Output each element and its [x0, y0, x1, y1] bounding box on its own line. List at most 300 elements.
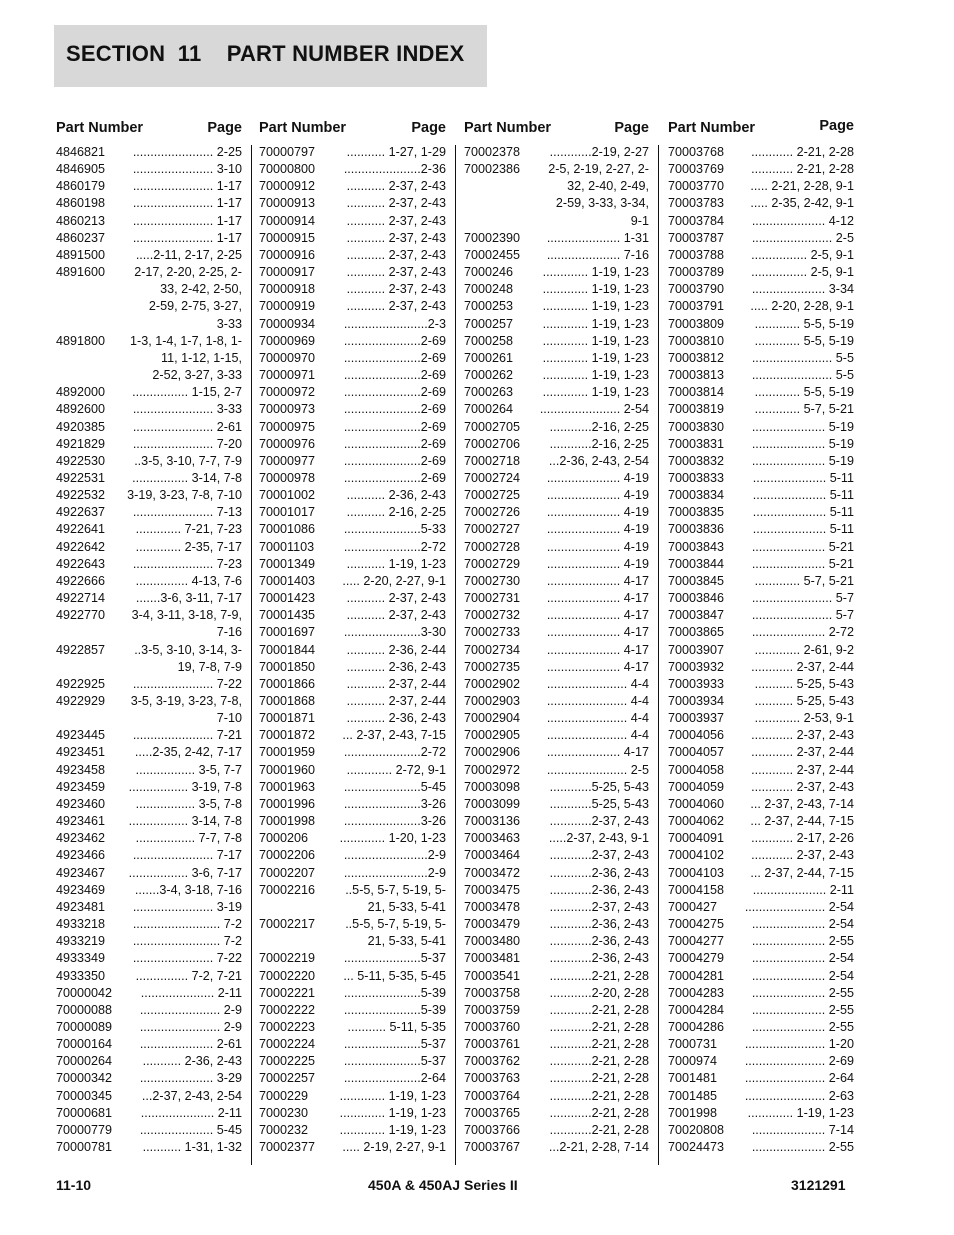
index-row — [259, 847, 446, 864]
part-number: 70001866 — [259, 676, 316, 691]
part-number: 4922666 — [56, 573, 106, 588]
part-number: 70000264 — [56, 1054, 113, 1069]
page-references: ........... 2-37, 2-43 — [346, 230, 446, 245]
page-references: ............2-21, 2-28 — [549, 1037, 649, 1052]
part-number: 70003791 — [668, 299, 725, 314]
index-row — [259, 796, 446, 813]
index-row — [668, 813, 854, 830]
index-row — [464, 556, 649, 573]
part-number: 70002390 — [464, 230, 521, 245]
index-row — [259, 830, 446, 847]
part-number: 70002378 — [464, 145, 521, 159]
index-row — [56, 504, 242, 521]
part-number: 4923461 — [56, 814, 106, 829]
index-row — [668, 710, 854, 727]
part-number: 70001844 — [259, 642, 316, 657]
page-references: ..................... 5-21 — [751, 556, 854, 571]
index-row — [464, 298, 649, 315]
page-references: ..................... 2-61 — [139, 1037, 242, 1052]
part-number: 4891800 — [56, 333, 106, 348]
index-row — [56, 539, 242, 556]
page-references: ..................... 5-19 — [751, 436, 854, 451]
index-row — [668, 178, 854, 195]
part-number: 70004060 — [668, 796, 725, 811]
index-row — [464, 710, 649, 727]
page-references: ... 2-37, 2-43, 7-15 — [342, 728, 446, 743]
part-number: 70002902 — [464, 676, 521, 691]
index-row — [259, 195, 446, 212]
index-row — [464, 316, 649, 333]
part-number: 70002207 — [259, 865, 316, 880]
page-references: ....................... 7-22 — [132, 951, 242, 966]
index-row — [259, 762, 446, 779]
index-row — [668, 367, 854, 384]
column-header — [668, 118, 854, 144]
page-references: ......................5-37 — [343, 1037, 446, 1052]
part-number: 70003136 — [464, 814, 521, 829]
part-number: 7000427 — [668, 899, 718, 914]
page-references: 3-19, 3-23, 7-8, 7-10 — [127, 488, 242, 503]
part-number: 70003464 — [464, 848, 521, 863]
page-references: ..................... 4-17 — [546, 745, 649, 760]
page-references: ............2-37, 2-43 — [549, 814, 649, 829]
index-row — [668, 1019, 854, 1036]
part-number: 7001998 — [668, 1105, 718, 1120]
part-number: 70000975 — [259, 419, 316, 434]
page-references: ....................... 4-4 — [546, 711, 649, 726]
section-title: SECTION 11 PART NUMBER INDEX — [66, 41, 465, 66]
index-row — [668, 230, 854, 247]
index-row — [464, 419, 649, 436]
part-number: 7000246 — [464, 265, 514, 280]
page-references: ...2-36, 2-43, 2-54 — [548, 453, 649, 468]
index-row — [56, 830, 242, 847]
index-row — [668, 1105, 854, 1122]
part-number: 7000263 — [464, 385, 514, 400]
page-references: ............ 2-37, 2-44 — [751, 745, 854, 760]
page-references: ...2-21, 2-28, 7-14 — [548, 1140, 649, 1155]
index-row — [668, 504, 854, 521]
index-row — [56, 419, 242, 436]
index-row — [464, 968, 649, 985]
page-references: ......................5-33 — [343, 522, 446, 537]
page-references: ............. 2-72, 9-1 — [346, 762, 446, 777]
index-row — [668, 796, 854, 813]
part-number: 4922641 — [56, 522, 106, 537]
index-rows — [464, 144, 649, 1156]
column-divider — [455, 145, 456, 1165]
part-number: 4922643 — [56, 556, 106, 571]
index-row — [56, 521, 242, 538]
page-references: ......................5-37 — [343, 951, 446, 966]
page-references: ......................2-36 — [343, 162, 446, 177]
page-references: ............. 1-19, 1-23 — [339, 1105, 446, 1120]
part-number: 4923481 — [56, 899, 106, 914]
page-references: ..................... 5-19 — [751, 419, 854, 434]
part-number: 70003813 — [668, 368, 725, 383]
part-number: 70000918 — [259, 282, 316, 297]
page-references: ......................3-26 — [343, 814, 446, 829]
page-references: ............2-21, 2-28 — [549, 1002, 649, 1017]
part-number: 70004284 — [668, 1002, 725, 1017]
part-number: 4846821 — [56, 145, 106, 159]
part-number: 70003098 — [464, 779, 521, 794]
part-number: 70003836 — [668, 522, 725, 537]
page-references: ..................... 4-12 — [751, 213, 854, 228]
part-number: 70003790 — [668, 282, 725, 297]
page-references: ....................... 2-54 — [539, 402, 649, 417]
part-number: 70000978 — [259, 470, 316, 485]
page-references: ......................2-72 — [343, 745, 446, 760]
page-references: ............2-21, 2-28 — [549, 1019, 649, 1034]
page-references: ....................... 4-4 — [546, 694, 649, 708]
index-row — [259, 985, 446, 1002]
page-references: ..................... 4-19 — [546, 556, 649, 571]
part-number: 4922770 — [56, 608, 106, 623]
page-references: ....................... 3-33 — [132, 402, 242, 417]
part-number: 70002221 — [259, 985, 316, 1000]
part-number: 70003933 — [668, 676, 725, 691]
part-number: 4892600 — [56, 402, 106, 417]
part-number: 7000261 — [464, 350, 514, 365]
part-number: 70001697 — [259, 625, 316, 640]
page-references: ....................... 1-17 — [132, 230, 242, 245]
index-row — [464, 642, 649, 659]
part-number: 7000974 — [668, 1054, 718, 1069]
part-number: 70004059 — [668, 779, 725, 794]
index-row — [259, 487, 446, 504]
page-references: ............. 2-35, 7-17 — [135, 539, 242, 554]
index-row — [668, 487, 854, 504]
page-references: ..................... 2-54 — [751, 968, 854, 983]
index-row — [464, 813, 649, 830]
part-number: 70003844 — [668, 556, 725, 571]
part-number: 70003937 — [668, 711, 725, 726]
page-references: ........... 1-27, 1-29 — [346, 145, 446, 159]
index-row — [56, 727, 242, 744]
part-number: 70003846 — [668, 591, 725, 606]
part-number: 70002906 — [464, 745, 521, 760]
part-number: 4933349 — [56, 951, 106, 966]
index-row — [56, 607, 242, 641]
index-row — [56, 1070, 242, 1087]
index-row — [56, 573, 242, 590]
part-number: 70002725 — [464, 488, 521, 503]
index-row — [56, 144, 242, 161]
part-number: 70003760 — [464, 1019, 521, 1034]
page-references: ..3-5, 3-10, 7-7, 7-9 — [134, 453, 242, 468]
part-number: 70004286 — [668, 1019, 725, 1034]
index-row — [668, 744, 854, 761]
page-references: ....................... 7-21 — [132, 728, 242, 743]
index-row — [464, 762, 649, 779]
page-references: ..................... 2-54 — [751, 917, 854, 932]
part-number: 70004283 — [668, 985, 725, 1000]
index-row — [56, 796, 242, 813]
part-number: 70003479 — [464, 917, 521, 932]
page-references: ............2-37, 2-43 — [549, 899, 649, 914]
page-references: ..................... 7-16 — [546, 247, 649, 262]
part-number: 70000970 — [259, 350, 316, 365]
index-row — [464, 676, 649, 693]
page-references: ................ 2-5, 9-1 — [751, 265, 854, 280]
index-row — [56, 882, 242, 899]
part-number: 70002904 — [464, 711, 521, 726]
page-references: ............2-19, 2-27 — [549, 145, 649, 159]
part-number: 70002903 — [464, 694, 521, 708]
part-number: 70000797 — [259, 145, 316, 159]
part-number: 70001403 — [259, 573, 316, 588]
page-references: ..... 2-20, 2-27, 9-1 — [342, 573, 446, 588]
part-number: 70003847 — [668, 608, 725, 623]
part-number: 70003472 — [464, 865, 521, 880]
page-references: ............2-21, 2-28 — [549, 1088, 649, 1103]
index-row — [259, 247, 446, 264]
page-references: ....................... 2-63 — [744, 1088, 854, 1103]
page-references: ....................... 4-4 — [546, 676, 649, 691]
index-row — [668, 1070, 854, 1087]
index-row — [668, 1139, 854, 1156]
page-references: ............. 1-19, 1-23 — [339, 1122, 446, 1137]
page-references: ..................... 5-19 — [751, 453, 854, 468]
index-row — [668, 539, 854, 556]
part-number: 70001960 — [259, 762, 316, 777]
part-number: 70000342 — [56, 1071, 113, 1086]
index-row — [668, 590, 854, 607]
page-references: ......................2-69 — [343, 333, 446, 348]
page-references: .......3-6, 3-11, 7-17 — [135, 591, 242, 606]
page-references: ....................... 1-20 — [744, 1037, 854, 1052]
part-number: 70002972 — [464, 762, 521, 777]
page-references: ............2-36, 2-43 — [549, 917, 649, 932]
page-references: .....2-11, 2-17, 2-25 — [135, 247, 242, 262]
page-references: ........... 2-37, 2-43 — [346, 282, 446, 297]
part-number: 70003784 — [668, 213, 725, 228]
page-references: ............. 5-5, 5-19 — [754, 316, 854, 331]
part-number: 70001086 — [259, 522, 316, 537]
index-row — [464, 504, 649, 521]
part-number: 70004158 — [668, 882, 725, 897]
index-row — [668, 1002, 854, 1019]
part-number: 70003478 — [464, 899, 521, 914]
part-number: 4922642 — [56, 539, 106, 554]
page-references: 3-4, 3-11, 3-18, 7-9, 7-16 — [131, 608, 242, 640]
page-references: ..................... 2-55 — [751, 985, 854, 1000]
part-number: 70003758 — [464, 985, 521, 1000]
index-row — [464, 1070, 649, 1087]
part-number: 70000779 — [56, 1122, 113, 1137]
page-references: ....................... 5-7 — [751, 608, 854, 623]
part-number-heading: Part Number — [668, 120, 756, 136]
index-row — [56, 693, 242, 727]
page-references: ....................... 3-19 — [132, 899, 242, 914]
index-row — [668, 453, 854, 470]
index-row — [464, 573, 649, 590]
part-number: 70003767 — [464, 1140, 521, 1155]
page-references: ............. 1-19, 1-23 — [542, 333, 649, 348]
index-row — [464, 607, 649, 624]
page-references: ....................... 5-5 — [751, 350, 854, 365]
part-number: 4933219 — [56, 934, 106, 949]
part-number: 70002455 — [464, 247, 521, 262]
part-number: 70001959 — [259, 745, 316, 760]
page-references: ........... 5-25, 5-43 — [754, 676, 854, 691]
index-row — [464, 470, 649, 487]
page-references: ..................... 3-34 — [751, 282, 854, 297]
index-row — [56, 813, 242, 830]
page-references: ....................... 1-17 — [132, 179, 242, 194]
index-row — [464, 590, 649, 607]
part-number: 4891500 — [56, 247, 106, 262]
part-number: 70001871 — [259, 711, 316, 726]
part-number: 7000264 — [464, 402, 514, 417]
footer-page-number: 11-10 — [56, 1177, 92, 1193]
part-number: 70002386 — [464, 162, 521, 177]
page-references: ............. 1-19, 1-23 — [747, 1105, 854, 1120]
part-number: 70000800 — [259, 162, 316, 177]
index-row — [464, 865, 649, 882]
page-references: ........................2-9 — [343, 848, 446, 863]
index-row — [259, 642, 446, 659]
index-row — [56, 676, 242, 693]
page-references: ......................2-69 — [343, 350, 446, 365]
index-row — [464, 1002, 649, 1019]
index-row — [259, 350, 446, 367]
part-number: 70002729 — [464, 556, 521, 571]
page-references: ................ 2-5, 9-1 — [751, 247, 854, 262]
part-number: 7000206 — [259, 831, 309, 846]
page-references: ........... 5-11, 5-35 — [347, 1019, 446, 1034]
index-row — [56, 230, 242, 247]
part-number: 70000912 — [259, 179, 316, 194]
page-references: ..................... 7-14 — [751, 1122, 854, 1137]
part-number: 4933218 — [56, 917, 106, 932]
page-references: ............. 1-19, 1-23 — [339, 1088, 446, 1103]
page-references: ........... 2-37, 2-43 — [346, 196, 446, 211]
index-row — [668, 1088, 854, 1105]
index-row — [464, 384, 649, 401]
part-number: 70002219 — [259, 951, 316, 966]
index-row — [668, 899, 854, 916]
index-row — [668, 985, 854, 1002]
part-number: 70003768 — [668, 145, 725, 159]
page-references: ......................2-64 — [343, 1071, 446, 1086]
part-number: 70000977 — [259, 453, 316, 468]
index-row — [259, 950, 446, 967]
index-row — [464, 350, 649, 367]
part-number: 4923466 — [56, 848, 106, 863]
part-number: 70003830 — [668, 419, 725, 434]
part-number: 70002718 — [464, 453, 521, 468]
part-number: 70003763 — [464, 1071, 521, 1086]
page-references: ....................... 5-5 — [751, 368, 854, 383]
part-number: 70003907 — [668, 642, 725, 657]
index-row — [464, 436, 649, 453]
index-row — [56, 213, 242, 230]
page-references: ...2-37, 2-43, 2-54 — [141, 1088, 242, 1103]
page-references: ........... 1-19, 1-23 — [346, 556, 446, 571]
part-number: 70003787 — [668, 230, 725, 245]
part-number: 70004279 — [668, 951, 725, 966]
part-number: 70002732 — [464, 608, 521, 623]
index-row — [668, 573, 854, 590]
part-number: 4846905 — [56, 162, 106, 177]
page-references: ....................... 2-9 — [139, 1019, 242, 1034]
page-references: ........................2-9 — [343, 865, 446, 880]
part-number: 4933350 — [56, 968, 106, 983]
index-row — [56, 1002, 242, 1019]
index-row — [668, 556, 854, 573]
part-number: 70004275 — [668, 917, 725, 932]
part-number: 4922925 — [56, 676, 106, 691]
page-references: ....................... 2-69 — [744, 1054, 854, 1069]
part-number: 70000042 — [56, 985, 113, 1000]
index-row — [259, 556, 446, 573]
index-column-1 — [56, 118, 242, 1156]
part-number: 70000914 — [259, 213, 316, 228]
page-references: 2-17, 2-20, 2-25, 2- 33, 2-42, 2-50, 2-59, 2-75, 3-27, 3-33 — [134, 265, 242, 331]
index-row — [464, 830, 649, 847]
page-references: ..................... 2-55 — [751, 1140, 854, 1155]
page-references: ............. 5-7, 5-21 — [754, 573, 854, 588]
part-number-heading: Part Number — [464, 120, 552, 136]
page-references: ....................... 7-22 — [132, 676, 242, 691]
part-number: 7001485 — [668, 1088, 718, 1103]
part-number: 70002377 — [259, 1140, 316, 1155]
index-column-4 — [668, 118, 854, 1156]
page-references: ......................5-39 — [343, 1002, 446, 1017]
index-row — [668, 933, 854, 950]
page-references: ............. 5-5, 5-19 — [754, 385, 854, 400]
page-references: ....................... 2-61 — [132, 419, 242, 434]
index-row — [668, 264, 854, 281]
part-number: 70004277 — [668, 934, 725, 949]
page-references: ................ 3-14, 7-8 — [132, 470, 242, 485]
index-row — [668, 213, 854, 230]
index-row — [668, 1053, 854, 1070]
page-references: ............. 5-5, 5-19 — [754, 333, 854, 348]
part-number: 70000913 — [259, 196, 316, 211]
index-row — [259, 384, 446, 401]
page-references: ........................2-3 — [343, 316, 446, 331]
part-number-heading: Part Number — [56, 120, 144, 136]
part-number: 70000917 — [259, 265, 316, 280]
index-row — [668, 316, 854, 333]
page-references: ..................... 2-11 — [752, 882, 854, 897]
part-number: 70001002 — [259, 488, 316, 503]
part-number: 4860198 — [56, 196, 106, 211]
part-number: 4892000 — [56, 385, 106, 400]
page-references: ... 2-37, 2-43, 7-14 — [750, 796, 854, 811]
page-references: ..................... 4-17 — [546, 608, 649, 623]
part-number: 70000934 — [259, 316, 316, 331]
part-number: 70004058 — [668, 762, 725, 777]
index-row — [56, 865, 242, 882]
index-row — [56, 1139, 242, 1156]
index-row — [464, 916, 649, 933]
index-row — [464, 144, 649, 161]
index-row — [259, 590, 446, 607]
index-rows — [56, 144, 242, 1156]
index-row — [464, 453, 649, 470]
part-number: 7000257 — [464, 316, 514, 331]
index-row — [464, 521, 649, 538]
page-references: ........... 2-16, 2-25 — [346, 505, 446, 520]
part-number: 70000919 — [259, 299, 316, 314]
part-number: 4923460 — [56, 796, 106, 811]
index-row — [259, 573, 446, 590]
page-references: ............. 1-19, 1-23 — [542, 368, 649, 383]
